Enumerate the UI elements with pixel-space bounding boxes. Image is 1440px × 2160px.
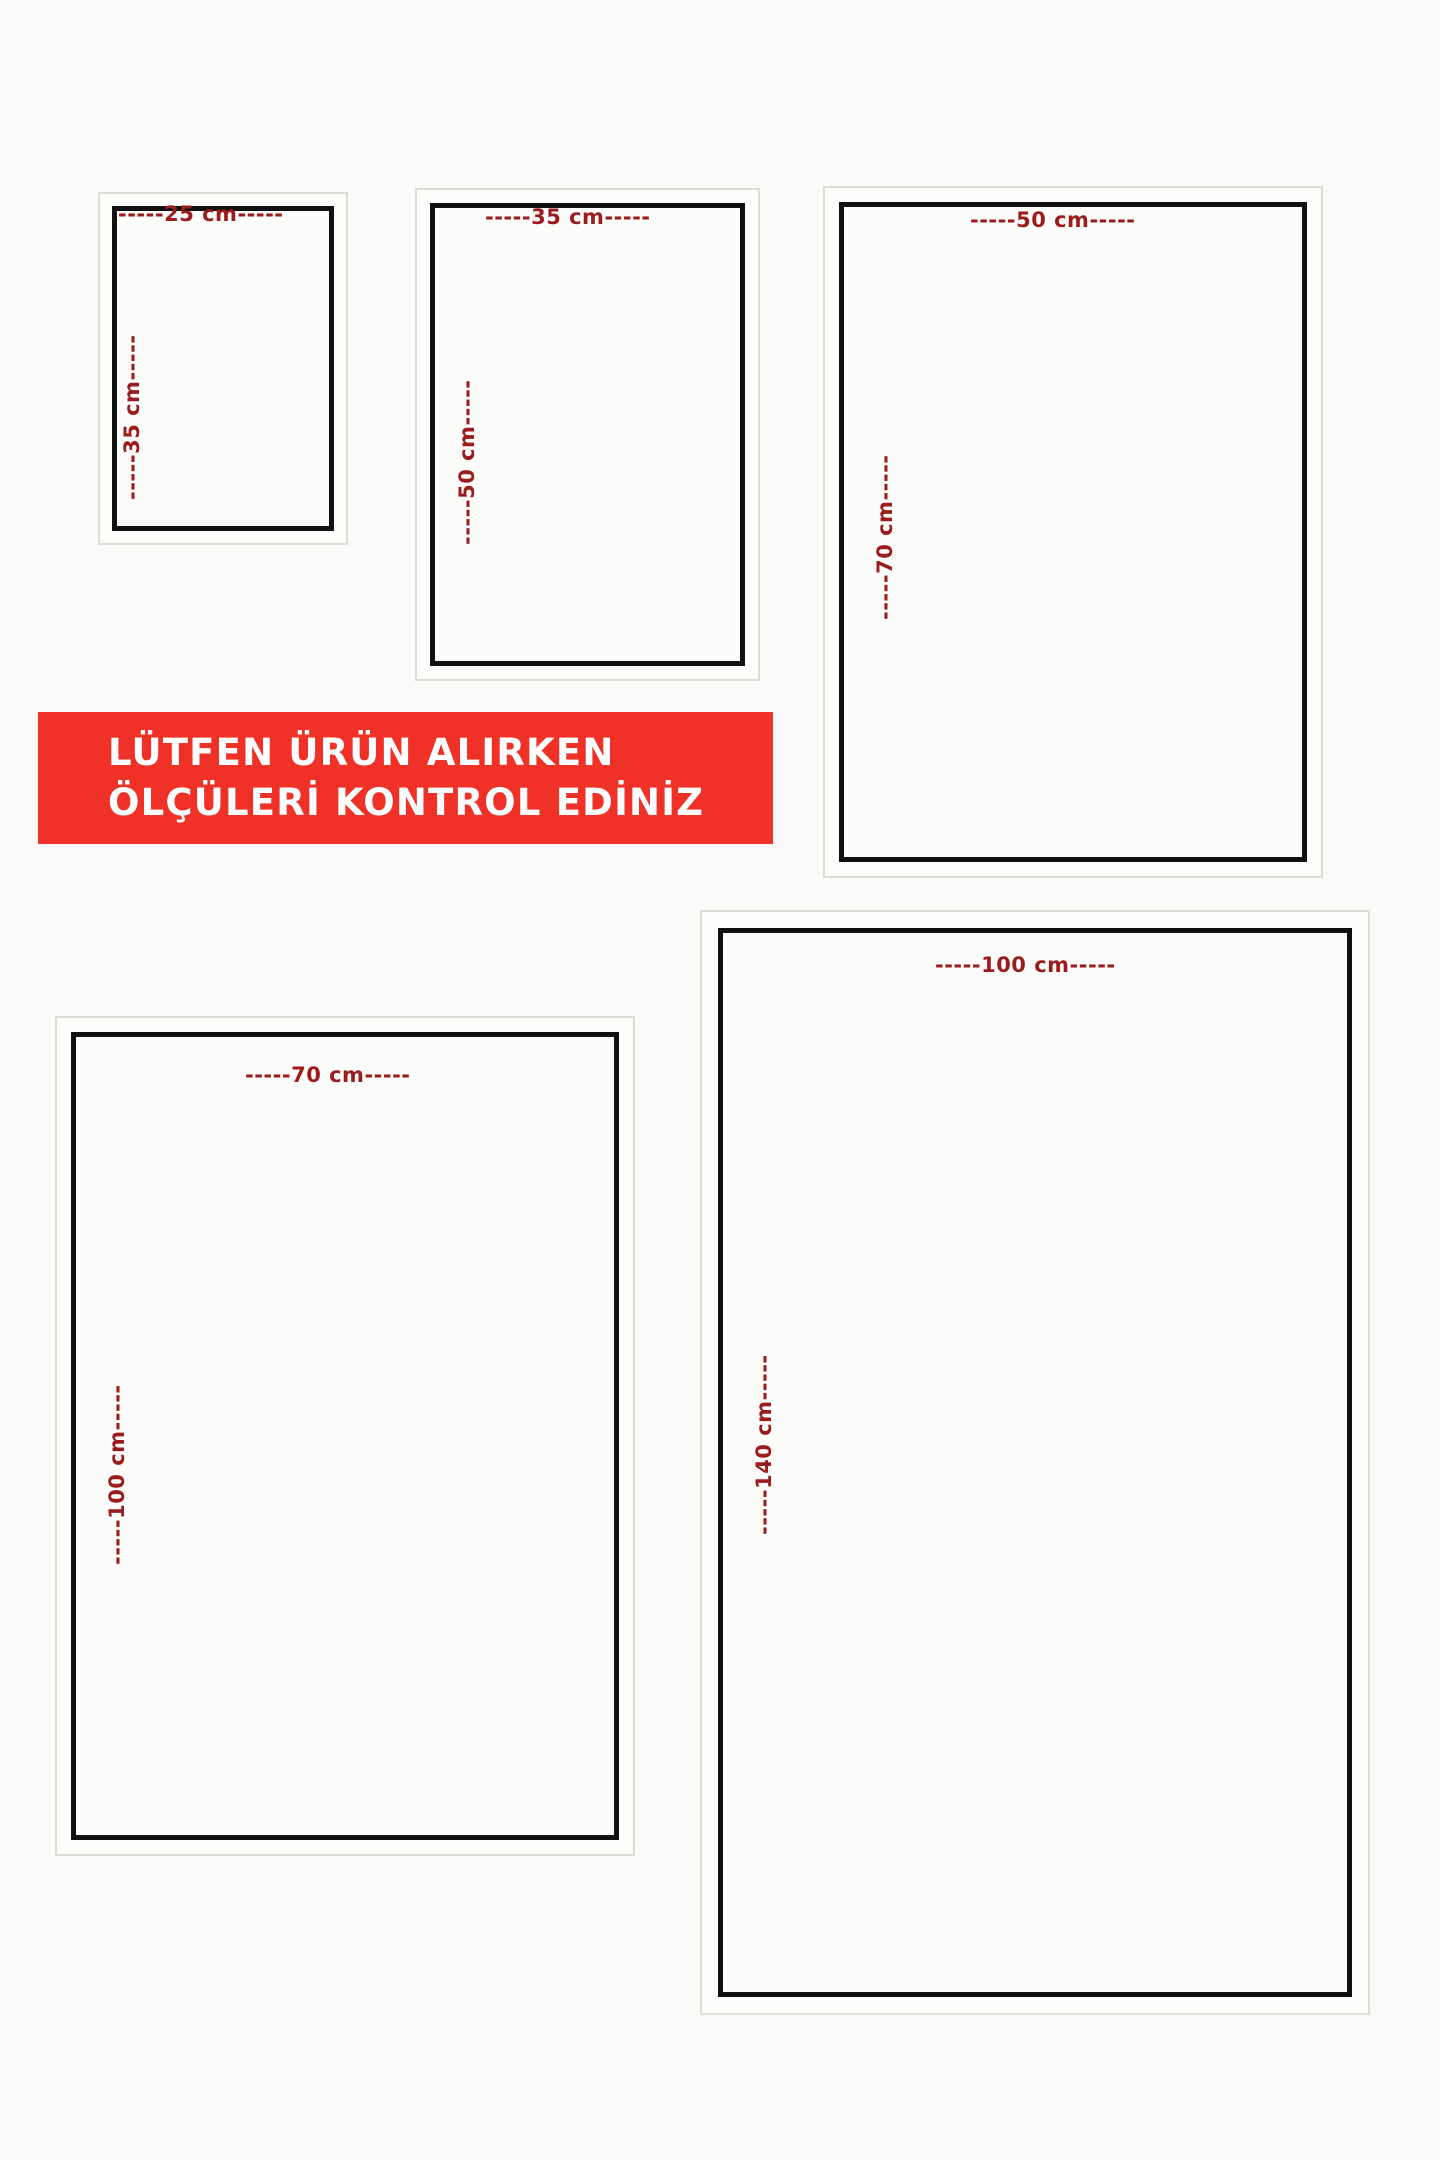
frame-25x35-width-label: -----25 cm----- (118, 202, 284, 226)
frame-25x35-height-label: -----35 cm----- (120, 334, 144, 500)
frame-50x70 (823, 186, 1323, 878)
frame-100x140-height-label: -----140 cm----- (752, 1354, 776, 1535)
frame-25x35-inner (112, 206, 334, 531)
warning-banner-line1: LÜTFEN ÜRÜN ALIRKEN (108, 731, 615, 775)
frame-35x50-width-label: -----35 cm----- (485, 205, 651, 229)
frame-70x100-width-label: -----70 cm----- (245, 1063, 411, 1087)
frame-35x50-height-label: -----50 cm----- (455, 379, 479, 545)
frame-50x70-width-label: -----50 cm----- (970, 208, 1136, 232)
warning-banner (38, 712, 773, 844)
frame-100x140 (700, 910, 1370, 2015)
warning-banner-line2: ÖLÇÜLERİ KONTROL EDİNİZ (108, 781, 705, 824)
frame-70x100-inner (71, 1032, 619, 1840)
frame-50x70-inner (839, 202, 1307, 862)
frame-70x100 (55, 1016, 635, 1856)
frame-70x100-height-label: -----100 cm----- (105, 1384, 129, 1565)
frame-100x140-width-label: -----100 cm----- (935, 953, 1116, 977)
frame-50x70-height-label: -----70 cm----- (873, 454, 897, 620)
frame-100x140-inner (718, 928, 1352, 1997)
